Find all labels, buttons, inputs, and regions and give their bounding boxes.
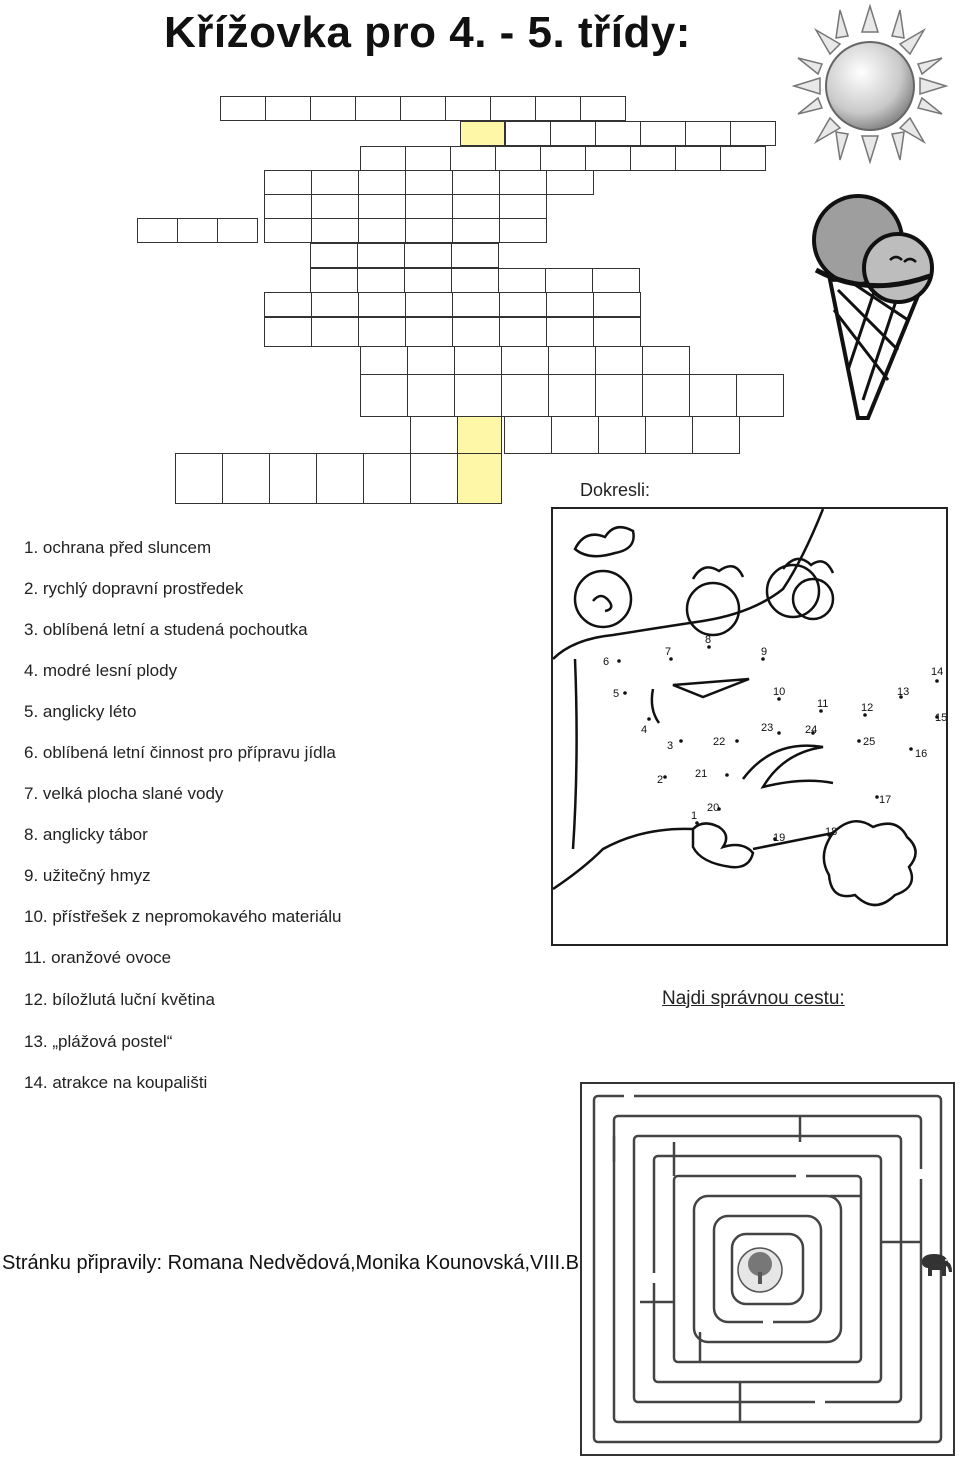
crossword-cell[interactable] — [505, 121, 551, 146]
crossword-cell[interactable] — [685, 121, 731, 146]
dot-number: 2 — [657, 774, 664, 786]
crossword-cell[interactable] — [310, 268, 358, 293]
crossword-cell[interactable] — [222, 453, 270, 504]
crossword-cell[interactable] — [548, 374, 596, 417]
clue-item: 6. oblíbená letní činnost pro přípravu jídla — [24, 743, 336, 762]
crossword-cell[interactable] — [457, 453, 502, 504]
clue-item: 14. atrakce na koupališti — [24, 1073, 208, 1092]
crossword-cell[interactable] — [642, 346, 690, 375]
dot-number: 11 — [817, 698, 829, 710]
crossword-cell[interactable] — [598, 416, 646, 454]
crossword-cell[interactable] — [407, 346, 455, 375]
crossword-cell[interactable] — [689, 374, 737, 417]
crossword-cell[interactable] — [450, 146, 496, 171]
crossword-cell[interactable] — [498, 268, 546, 293]
crossword-cell[interactable] — [220, 96, 266, 121]
crossword-cell[interactable] — [405, 170, 453, 195]
crossword-cell[interactable] — [499, 292, 547, 317]
dot-number: 5 — [613, 688, 620, 700]
dot-number: 20 — [707, 802, 720, 814]
crossword-cell[interactable] — [495, 146, 541, 171]
dot-number: 3 — [667, 740, 674, 752]
crossword-cell[interactable] — [595, 346, 643, 375]
maze-label: Najdi správnou cestu: — [662, 988, 845, 1009]
dot-number: 22 — [713, 736, 726, 748]
crossword-cell[interactable] — [595, 121, 641, 146]
crossword-cell[interactable] — [404, 243, 452, 268]
dot-puzzle-label: Dokresli: — [580, 480, 651, 500]
crossword-cell[interactable] — [405, 292, 453, 317]
crossword-cell[interactable] — [357, 243, 405, 268]
clue-item: 10. přístřešek z nepromokavého materiálu — [24, 907, 342, 926]
crossword-cell[interactable] — [736, 374, 784, 417]
crossword-cell[interactable] — [357, 268, 405, 293]
crossword-cell[interactable] — [730, 121, 776, 146]
crossword-cell[interactable] — [175, 453, 223, 504]
clue-item: 12. bíložlutá luční květina — [24, 990, 215, 1009]
crossword-cell[interactable] — [358, 194, 406, 219]
crossword-cell[interactable] — [311, 317, 359, 347]
crossword-cell[interactable] — [410, 453, 458, 504]
crossword-cell[interactable] — [546, 317, 594, 347]
crossword-cell[interactable] — [645, 416, 693, 454]
crossword-cell[interactable] — [217, 218, 258, 243]
crossword-cell[interactable] — [504, 416, 552, 454]
crossword-cell[interactable] — [452, 170, 500, 195]
dot-number: 12 — [861, 702, 874, 714]
crossword-cell[interactable] — [264, 292, 312, 317]
crossword-cell[interactable] — [457, 416, 502, 454]
crossword-cell[interactable] — [593, 292, 641, 317]
crossword-cell[interactable] — [454, 374, 502, 417]
footer-credits: Stránku připravily: Romana Nedvědová,Monika Kounovská,VIII.B — [2, 1252, 579, 1274]
crossword-cell[interactable] — [546, 292, 594, 317]
crossword-cell[interactable] — [640, 121, 686, 146]
crossword-cell[interactable] — [264, 170, 312, 195]
dot-number: 7 — [665, 646, 672, 658]
crossword-cell[interactable] — [177, 218, 218, 243]
crossword-cell[interactable] — [499, 317, 547, 347]
crossword-cell[interactable] — [452, 194, 500, 219]
crossword-cell[interactable] — [501, 374, 549, 417]
crossword-cell[interactable] — [454, 346, 502, 375]
crossword-cell[interactable] — [550, 121, 596, 146]
clue-item: 5. anglicky léto — [24, 702, 137, 721]
crossword-cell[interactable] — [355, 96, 401, 121]
crossword-cell[interactable] — [593, 317, 641, 347]
dot-puzzle-drawing — [553, 509, 948, 946]
crossword-cell[interactable] — [445, 96, 491, 121]
clue-item: 3. oblíbená letní a studená pochoutka — [24, 620, 308, 639]
crossword-cell[interactable] — [585, 146, 631, 171]
crossword-cell[interactable] — [358, 292, 406, 317]
crossword-cell[interactable] — [548, 346, 596, 375]
crossword-cell[interactable] — [545, 268, 593, 293]
crossword-cell[interactable] — [535, 96, 581, 121]
crossword-cell[interactable] — [410, 416, 458, 454]
clue-item: 13. „plážová postel“ — [24, 1032, 173, 1051]
crossword-cell[interactable] — [404, 268, 452, 293]
crossword-cell[interactable] — [311, 218, 359, 243]
dot-number: 25 — [863, 736, 876, 748]
crossword-cell[interactable] — [452, 218, 500, 243]
clue-item: 1. ochrana před sluncem — [24, 538, 212, 557]
dot-to-dot-puzzle — [551, 507, 948, 946]
clue-item: 4. modré lesní plody — [24, 661, 178, 680]
crossword-cell[interactable] — [405, 146, 451, 171]
crossword-cell[interactable] — [720, 146, 766, 171]
dot-number: 9 — [761, 646, 768, 658]
crossword-cell[interactable] — [499, 194, 547, 219]
dot-number: 18 — [825, 826, 838, 838]
crossword-cell[interactable] — [675, 146, 721, 171]
dot-number: 1 — [691, 810, 698, 822]
dot-number: 14 — [931, 666, 944, 678]
dot-number: 8 — [705, 634, 712, 646]
dot-number: 6 — [603, 656, 610, 668]
crossword-cell[interactable] — [499, 170, 547, 195]
crossword-cell[interactable] — [316, 453, 364, 504]
clue-item: 11. oranžové ovoce — [24, 948, 172, 967]
crossword-cell[interactable] — [501, 346, 549, 375]
crossword-cell[interactable] — [460, 121, 505, 146]
dot-number: 19 — [773, 832, 786, 844]
crossword-cell[interactable] — [490, 96, 536, 121]
crossword-cell[interactable] — [311, 170, 359, 195]
crossword-cell[interactable] — [451, 243, 499, 268]
crossword-cell[interactable] — [311, 292, 359, 317]
clue-item: 8. anglicky tábor — [24, 825, 148, 844]
crossword-cell[interactable] — [310, 243, 358, 268]
crossword-cell[interactable] — [405, 317, 453, 347]
crossword-cell[interactable] — [405, 218, 453, 243]
dot-number: 16 — [915, 748, 928, 760]
maze-puzzle — [580, 1082, 955, 1456]
dot-number: 17 — [879, 794, 892, 806]
crossword-cell[interactable] — [451, 268, 499, 293]
crossword-cell[interactable] — [407, 374, 455, 417]
crossword-cell[interactable] — [405, 194, 453, 219]
dot-number: 23 — [761, 722, 774, 734]
crossword-cell[interactable] — [452, 292, 500, 317]
crossword-cell[interactable] — [546, 170, 594, 195]
crossword-cell[interactable] — [592, 268, 640, 293]
elephant-icon — [918, 1252, 954, 1280]
crossword-cell[interactable] — [310, 96, 356, 121]
crossword-cell[interactable] — [137, 218, 178, 243]
dot-number: 13 — [897, 686, 910, 698]
dot-number: 21 — [695, 768, 708, 780]
crossword-cell[interactable] — [358, 170, 406, 195]
crossword-cell[interactable] — [360, 346, 408, 375]
dot-number: 24 — [805, 724, 818, 736]
crossword-cell[interactable] — [642, 374, 690, 417]
crossword-grid — [0, 0, 960, 520]
crossword-cell[interactable] — [360, 374, 408, 417]
crossword-cell[interactable] — [360, 146, 406, 171]
crossword-cell[interactable] — [400, 96, 446, 121]
dot-number: 10 — [773, 686, 786, 698]
crossword-cell[interactable] — [311, 194, 359, 219]
crossword-cell[interactable] — [540, 146, 586, 171]
crossword-cell[interactable] — [363, 453, 411, 504]
crossword-cell[interactable] — [358, 218, 406, 243]
clue-item: 2. rychlý dopravní prostředek — [24, 579, 244, 598]
crossword-cell[interactable] — [265, 96, 311, 121]
crossword-cell[interactable] — [452, 317, 500, 347]
crossword-cell[interactable] — [580, 96, 626, 121]
crossword-cell[interactable] — [358, 317, 406, 347]
crossword-cell[interactable] — [264, 218, 312, 243]
dot-number: 4 — [641, 724, 648, 736]
clue-item: 9. užitečný hmyz — [24, 866, 151, 885]
crossword-cell[interactable] — [551, 416, 599, 454]
crossword-cell[interactable] — [264, 194, 312, 219]
crossword-cell[interactable] — [264, 317, 312, 347]
crossword-cell[interactable] — [269, 453, 317, 504]
crossword-cell[interactable] — [499, 218, 547, 243]
clue-item: 7. velká plocha slané vody — [24, 784, 224, 803]
dot-number: 15 — [935, 712, 948, 724]
crossword-cell[interactable] — [630, 146, 676, 171]
page-title: Křížovka pro 4. - 5. třídy: — [164, 8, 691, 57]
crossword-cell[interactable] — [595, 374, 643, 417]
crossword-cell[interactable] — [692, 416, 740, 454]
